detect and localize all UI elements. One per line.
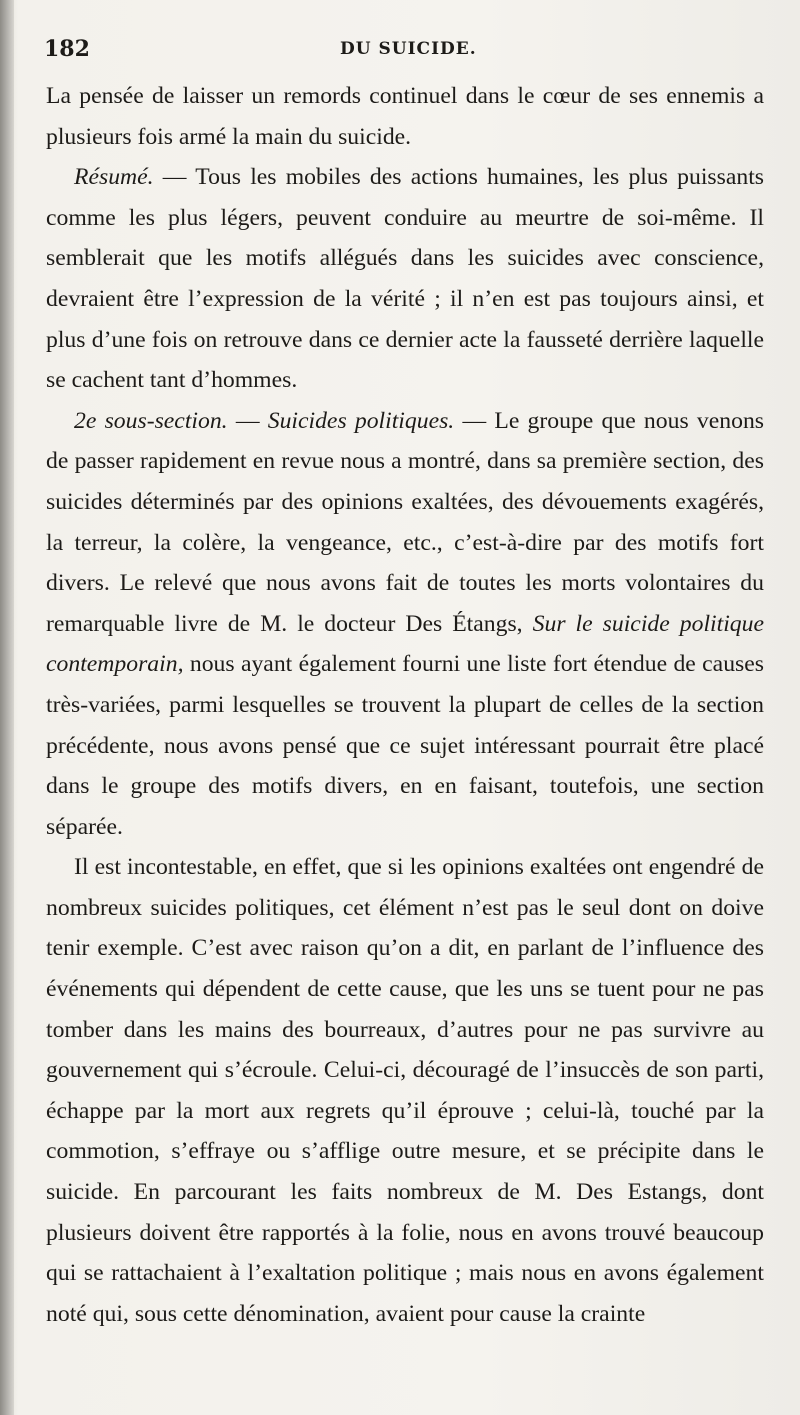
paragraph-4: Il est incontestable, en effet, que si les opinions exaltées ont engendré de nombreux suicides politiques, cet élément n’est pas le seul dont on doive tenir exemple. C’est avec raison qu’on a dit, en parlant de l’influence des événements qui dépendent de cette cause, que les uns se tuent pour ne pas tomber dans les mains des bourreaux, d’autres pour ne pas survivre au gouvernement qui s’écroule. Celui-ci, découragé de l’insuccès de son parti, échappe par la mort aux regrets qu’il éprouve ; celui-là, touché par la commotion, s’effraye ou s’afflige outre mesure, et se précipite dans le suicide. En parcourant les faits nombreux de M. Des Estangs, dont plusieurs doivent être rapportés à la folie, nous en avons trouvé beaucoup qui se rattachaient à l’exaltation politique ; mais nous en avons également noté qui, sous cette dénomination, avaient pour cause la crainte <box>46 854 764 1327</box>
paragraph-2 <box>46 157 764 401</box>
resume-text: — Tous les mobiles des actions humaines, les plus puissants comme les plus légers, peuvent conduire au meurtre de soi-même. Il semblerait que les motifs allégués dans les suicides avec conscience, devraient être l’expression de la vérité ; il n’en est pas toujours ainsi, et plus d’une fois on retrouve dans ce dernier acte la fausseté derrière laquelle se cachent tant d’hommes. <box>46 164 764 394</box>
resume-label: Résumé. <box>74 164 154 191</box>
paragraph-3 <box>46 401 764 848</box>
subsection-title: Suicides politiques. <box>267 407 455 434</box>
page-header <box>44 36 764 68</box>
paragraph-1: La pensée de laisser un remords continuel dans le cœur de ses ennemis a plusieurs fois armé la main du suicide. <box>46 83 764 150</box>
running-title: DU SUICIDE. <box>340 39 477 59</box>
page-number: 182 <box>44 36 90 62</box>
paragraph-3-text-b: nous ayant également fourni une liste fort étendue de causes très-variées, parmi lesquelles se trouvent la plupart de celles de la section précédente, nous avons pensé que ce sujet intéressant pourrait être placé dans le groupe des motifs divers, en en faisant, toutefois, une section séparée. <box>46 651 764 840</box>
subsection-label: 2e sous-section. <box>74 407 228 434</box>
page-gutter-shadow <box>0 0 14 1415</box>
body-text <box>46 76 764 1334</box>
subsection-dash: — <box>227 407 268 434</box>
book-title: Sur le suicide politique contemporain, <box>46 610 764 678</box>
paragraph-3-text-a: — Le groupe que nous venons de passer rapidement en revue nous a montré, dans sa première section, des suicides déterminés par des opinions exaltées, des dévouements exagérés, la terreur, la colère, la vengeance, etc., c’est-à-dire par des motifs fort divers. Le relevé que nous avons fait de toutes les morts volontaires du remarquable livre de M. le docteur Des Étangs, <box>46 407 765 637</box>
